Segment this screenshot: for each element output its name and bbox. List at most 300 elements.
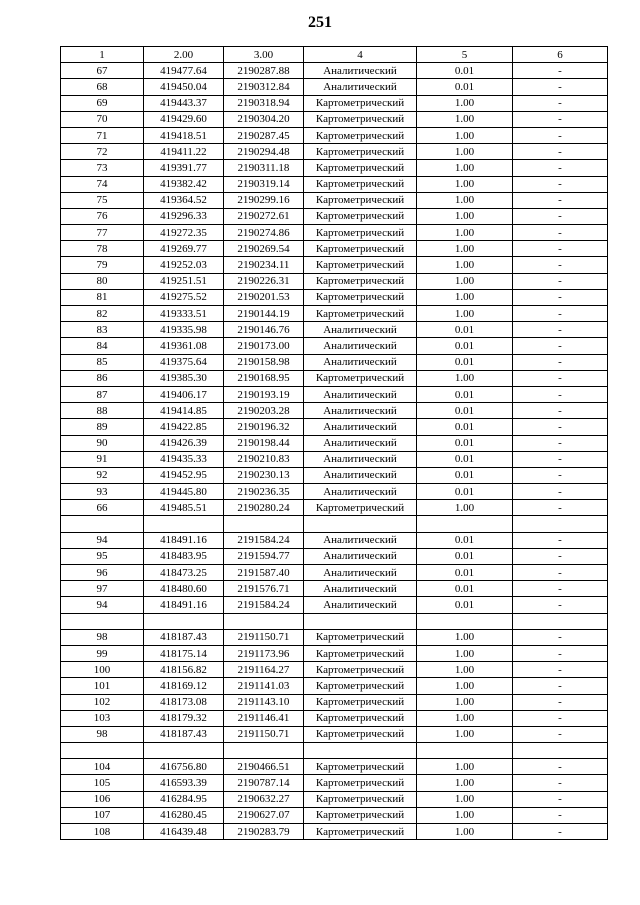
point-number-cell: 91 (61, 451, 144, 467)
note-cell: - (513, 322, 608, 338)
x-coordinate-cell: 419333.51 (144, 306, 224, 322)
point-number-cell: 80 (61, 273, 144, 289)
y-coordinate-cell: 2190283.79 (224, 824, 304, 840)
point-number-cell: 67 (61, 63, 144, 79)
note-cell: - (513, 354, 608, 370)
precision-cell: 0.01 (417, 419, 513, 435)
x-coordinate-cell: 419443.37 (144, 95, 224, 111)
y-coordinate-cell: 2190201.53 (224, 289, 304, 305)
precision-cell: 1.00 (417, 192, 513, 208)
table-row (61, 484, 608, 500)
table-row (61, 581, 608, 597)
precision-cell: 0.01 (417, 467, 513, 483)
point-number-cell: 78 (61, 241, 144, 257)
point-number-cell: 83 (61, 322, 144, 338)
method-cell: Аналитический (304, 565, 417, 581)
table-row (61, 694, 608, 710)
x-coordinate-cell: 419251.51 (144, 273, 224, 289)
y-coordinate-cell: 2190144.19 (224, 306, 304, 322)
table-row (61, 257, 608, 273)
table-row (61, 289, 608, 305)
precision-cell: 1.00 (417, 225, 513, 241)
y-coordinate-cell: 2190304.20 (224, 111, 304, 127)
note-cell: - (513, 565, 608, 581)
y-coordinate-cell: 2190226.31 (224, 273, 304, 289)
x-coordinate-cell: 419445.80 (144, 484, 224, 500)
method-cell: Картометрический (304, 775, 417, 791)
point-number-cell: 94 (61, 597, 144, 613)
point-number-cell: 79 (61, 257, 144, 273)
note-cell (513, 613, 608, 629)
point-number-cell: 92 (61, 467, 144, 483)
x-coordinate-cell: 419477.64 (144, 63, 224, 79)
table-row (61, 370, 608, 386)
y-coordinate-cell: 3.00 (224, 47, 304, 63)
x-coordinate-cell: 418179.32 (144, 710, 224, 726)
method-cell: Картометрический (304, 710, 417, 726)
x-coordinate-cell: 419429.60 (144, 111, 224, 127)
y-coordinate-cell: 2190230.13 (224, 467, 304, 483)
y-coordinate-cell: 2191584.24 (224, 532, 304, 548)
note-cell: - (513, 127, 608, 143)
y-coordinate-cell: 2191594.77 (224, 548, 304, 564)
y-coordinate-cell: 2190146.76 (224, 322, 304, 338)
note-cell: - (513, 484, 608, 500)
x-coordinate-cell: 418491.16 (144, 532, 224, 548)
point-number-cell: 66 (61, 500, 144, 516)
y-coordinate-cell: 2190210.83 (224, 451, 304, 467)
precision-cell: 0.01 (417, 79, 513, 95)
method-cell (304, 743, 417, 759)
method-cell: Аналитический (304, 548, 417, 564)
x-coordinate-cell: 419375.64 (144, 354, 224, 370)
x-coordinate-cell: 419426.39 (144, 435, 224, 451)
note-cell: - (513, 63, 608, 79)
method-cell: Картометрический (304, 257, 417, 273)
point-number-cell: 99 (61, 645, 144, 661)
precision-cell: 0.01 (417, 338, 513, 354)
method-cell: Аналитический (304, 451, 417, 467)
point-number-cell: 106 (61, 791, 144, 807)
precision-cell: 1.00 (417, 160, 513, 176)
y-coordinate-cell (224, 743, 304, 759)
note-cell: - (513, 662, 608, 678)
table-row (61, 192, 608, 208)
y-coordinate-cell: 2190466.51 (224, 759, 304, 775)
point-number-cell: 74 (61, 176, 144, 192)
note-cell: - (513, 241, 608, 257)
precision-cell: 1.00 (417, 710, 513, 726)
point-number-cell: 96 (61, 565, 144, 581)
x-coordinate-cell: 419414.85 (144, 403, 224, 419)
method-cell: Картометрический (304, 306, 417, 322)
precision-cell: 1.00 (417, 127, 513, 143)
precision-cell: 1.00 (417, 95, 513, 111)
table-row (61, 144, 608, 160)
table-row (61, 500, 608, 516)
y-coordinate-cell: 2190274.86 (224, 225, 304, 241)
point-number-cell: 86 (61, 370, 144, 386)
table-row (61, 160, 608, 176)
precision-cell: 1.00 (417, 629, 513, 645)
point-number-cell: 90 (61, 435, 144, 451)
precision-cell: 1.00 (417, 111, 513, 127)
method-cell: Картометрический (304, 370, 417, 386)
point-number-cell: 88 (61, 403, 144, 419)
y-coordinate-cell: 2191584.24 (224, 597, 304, 613)
precision-cell: 1.00 (417, 370, 513, 386)
method-cell: Картометрический (304, 273, 417, 289)
table-row (61, 241, 608, 257)
y-coordinate-cell: 2190287.88 (224, 63, 304, 79)
y-coordinate-cell: 2190196.32 (224, 419, 304, 435)
precision-cell: 0.01 (417, 565, 513, 581)
y-coordinate-cell: 2190319.14 (224, 176, 304, 192)
y-coordinate-cell (224, 613, 304, 629)
y-coordinate-cell: 2190312.84 (224, 79, 304, 95)
table-row (61, 435, 608, 451)
precision-cell: 1.00 (417, 726, 513, 742)
note-cell: - (513, 824, 608, 840)
x-coordinate-cell: 419252.03 (144, 257, 224, 273)
y-coordinate-cell: 2190173.00 (224, 338, 304, 354)
note-cell: - (513, 710, 608, 726)
method-cell: Картометрический (304, 111, 417, 127)
point-number-cell: 89 (61, 419, 144, 435)
method-cell (304, 516, 417, 532)
table-separator-row (61, 516, 608, 532)
method-cell: Аналитический (304, 597, 417, 613)
method-cell: Картометрический (304, 176, 417, 192)
precision-cell: 1.00 (417, 273, 513, 289)
note-cell: - (513, 160, 608, 176)
precision-cell: 0.01 (417, 532, 513, 548)
table-separator-row (61, 613, 608, 629)
table-row (61, 63, 608, 79)
note-cell: - (513, 500, 608, 516)
table-row (61, 807, 608, 823)
precision-cell: 0.01 (417, 451, 513, 467)
precision-cell: 0.01 (417, 386, 513, 402)
note-cell: - (513, 176, 608, 192)
point-number-cell: 75 (61, 192, 144, 208)
point-number-cell: 85 (61, 354, 144, 370)
x-coordinate-cell: 419382.42 (144, 176, 224, 192)
point-number-cell: 68 (61, 79, 144, 95)
precision-cell: 1.00 (417, 775, 513, 791)
table-row (61, 127, 608, 143)
table-row (61, 532, 608, 548)
note-cell: - (513, 95, 608, 111)
method-cell: Картометрический (304, 144, 417, 160)
y-coordinate-cell: 2191143.10 (224, 694, 304, 710)
precision-cell: 1.00 (417, 678, 513, 694)
method-cell: Аналитический (304, 403, 417, 419)
table-row (61, 726, 608, 742)
y-coordinate-cell: 2190193.19 (224, 386, 304, 402)
precision-cell (417, 613, 513, 629)
y-coordinate-cell: 2190234.11 (224, 257, 304, 273)
y-coordinate-cell: 2190203.28 (224, 403, 304, 419)
point-number-cell: 104 (61, 759, 144, 775)
note-cell: - (513, 791, 608, 807)
precision-cell: 1.00 (417, 306, 513, 322)
note-cell: 6 (513, 47, 608, 63)
page-number: 251 (308, 14, 332, 31)
table-row (61, 548, 608, 564)
table-row (61, 386, 608, 402)
y-coordinate-cell: 2190287.45 (224, 127, 304, 143)
note-cell: - (513, 548, 608, 564)
method-cell: Картометрический (304, 678, 417, 694)
precision-cell (417, 743, 513, 759)
note-cell: - (513, 597, 608, 613)
precision-cell: 1.00 (417, 257, 513, 273)
method-cell: Аналитический (304, 484, 417, 500)
x-coordinate-cell: 419385.30 (144, 370, 224, 386)
precision-cell: 0.01 (417, 597, 513, 613)
x-coordinate-cell: 419269.77 (144, 241, 224, 257)
y-coordinate-cell: 2191576.71 (224, 581, 304, 597)
x-coordinate-cell: 419411.22 (144, 144, 224, 160)
point-number-cell: 98 (61, 726, 144, 742)
note-cell: - (513, 257, 608, 273)
x-coordinate-cell: 419335.98 (144, 322, 224, 338)
method-cell: Картометрический (304, 807, 417, 823)
x-coordinate-cell: 419296.33 (144, 208, 224, 224)
table-row (61, 565, 608, 581)
x-coordinate-cell: 419406.17 (144, 386, 224, 402)
method-cell: Аналитический (304, 467, 417, 483)
method-cell: Картометрический (304, 192, 417, 208)
table-row (61, 710, 608, 726)
method-cell: Картометрический (304, 241, 417, 257)
note-cell: - (513, 208, 608, 224)
x-coordinate-cell: 419361.08 (144, 338, 224, 354)
method-cell: Картометрический (304, 500, 417, 516)
note-cell: - (513, 678, 608, 694)
table-row (61, 225, 608, 241)
table-row (61, 451, 608, 467)
y-coordinate-cell: 2191164.27 (224, 662, 304, 678)
note-cell: - (513, 435, 608, 451)
x-coordinate-cell: 419422.85 (144, 419, 224, 435)
y-coordinate-cell: 2190272.61 (224, 208, 304, 224)
point-number-cell: 84 (61, 338, 144, 354)
y-coordinate-cell: 2191173.96 (224, 645, 304, 661)
x-coordinate-cell: 418187.43 (144, 726, 224, 742)
x-coordinate-cell: 418187.43 (144, 629, 224, 645)
x-coordinate-cell: 419485.51 (144, 500, 224, 516)
table-row (61, 419, 608, 435)
x-coordinate-cell: 419435.33 (144, 451, 224, 467)
y-coordinate-cell: 2191150.71 (224, 726, 304, 742)
method-cell: Аналитический (304, 386, 417, 402)
x-coordinate-cell (144, 743, 224, 759)
y-coordinate-cell: 2190269.54 (224, 241, 304, 257)
x-coordinate-cell (144, 613, 224, 629)
method-cell: Аналитический (304, 79, 417, 95)
point-number-cell: 76 (61, 208, 144, 224)
method-cell: Картометрический (304, 629, 417, 645)
table-row (61, 467, 608, 483)
note-cell: - (513, 726, 608, 742)
note-cell (513, 743, 608, 759)
point-number-cell: 93 (61, 484, 144, 500)
table-row (61, 403, 608, 419)
x-coordinate-cell: 419272.35 (144, 225, 224, 241)
point-number-cell: 105 (61, 775, 144, 791)
point-number-cell (61, 613, 144, 629)
table-row (61, 79, 608, 95)
method-cell: Картометрический (304, 95, 417, 111)
precision-cell (417, 516, 513, 532)
method-cell: Картометрический (304, 726, 417, 742)
precision-cell: 1.00 (417, 824, 513, 840)
table-row (61, 759, 608, 775)
note-cell: - (513, 306, 608, 322)
x-coordinate-cell: 418173.08 (144, 694, 224, 710)
precision-cell: 1.00 (417, 645, 513, 661)
y-coordinate-cell: 2191150.71 (224, 629, 304, 645)
point-number-cell: 1 (61, 47, 144, 63)
x-coordinate-cell: 419450.04 (144, 79, 224, 95)
y-coordinate-cell: 2190311.18 (224, 160, 304, 176)
x-coordinate-cell: 418175.14 (144, 645, 224, 661)
table-header-row (61, 47, 608, 63)
note-cell: - (513, 79, 608, 95)
point-number-cell: 97 (61, 581, 144, 597)
point-number-cell: 108 (61, 824, 144, 840)
table-row (61, 208, 608, 224)
table-row (61, 775, 608, 791)
method-cell: Картометрический (304, 645, 417, 661)
table-row (61, 662, 608, 678)
x-coordinate-cell: 418473.25 (144, 565, 224, 581)
point-number-cell: 107 (61, 807, 144, 823)
x-coordinate-cell: 416593.39 (144, 775, 224, 791)
point-number-cell (61, 743, 144, 759)
point-number-cell: 100 (61, 662, 144, 678)
precision-cell: 5 (417, 47, 513, 63)
method-cell: Картометрический (304, 160, 417, 176)
x-coordinate-cell: 419364.52 (144, 192, 224, 208)
method-cell: Аналитический (304, 581, 417, 597)
point-number-cell: 72 (61, 144, 144, 160)
precision-cell: 0.01 (417, 354, 513, 370)
precision-cell: 1.00 (417, 176, 513, 192)
method-cell: 4 (304, 47, 417, 63)
y-coordinate-cell: 2191587.40 (224, 565, 304, 581)
point-number-cell: 101 (61, 678, 144, 694)
note-cell: - (513, 370, 608, 386)
point-number-cell: 98 (61, 629, 144, 645)
method-cell: Аналитический (304, 354, 417, 370)
precision-cell: 1.00 (417, 289, 513, 305)
table-separator-row (61, 743, 608, 759)
point-number-cell: 73 (61, 160, 144, 176)
precision-cell: 1.00 (417, 791, 513, 807)
x-coordinate-cell: 419391.77 (144, 160, 224, 176)
precision-cell: 1.00 (417, 694, 513, 710)
precision-cell: 1.00 (417, 208, 513, 224)
x-coordinate-cell: 419275.52 (144, 289, 224, 305)
y-coordinate-cell: 2190787.14 (224, 775, 304, 791)
coordinates-table (60, 46, 608, 840)
x-coordinate-cell: 416439.48 (144, 824, 224, 840)
x-coordinate-cell: 418480.60 (144, 581, 224, 597)
note-cell: - (513, 225, 608, 241)
note-cell: - (513, 467, 608, 483)
x-coordinate-cell (144, 516, 224, 532)
point-number-cell (61, 516, 144, 532)
table-row (61, 176, 608, 192)
y-coordinate-cell: 2191141.03 (224, 678, 304, 694)
precision-cell: 1.00 (417, 144, 513, 160)
note-cell (513, 516, 608, 532)
note-cell: - (513, 111, 608, 127)
method-cell: Картометрический (304, 791, 417, 807)
y-coordinate-cell: 2190627.07 (224, 807, 304, 823)
y-coordinate-cell: 2190198.44 (224, 435, 304, 451)
note-cell: - (513, 386, 608, 402)
note-cell: - (513, 775, 608, 791)
table-row (61, 306, 608, 322)
y-coordinate-cell: 2190280.24 (224, 500, 304, 516)
method-cell: Картометрический (304, 662, 417, 678)
note-cell: - (513, 807, 608, 823)
method-cell (304, 613, 417, 629)
precision-cell: 0.01 (417, 403, 513, 419)
table-row (61, 273, 608, 289)
table-row (61, 338, 608, 354)
point-number-cell: 87 (61, 386, 144, 402)
method-cell: Аналитический (304, 63, 417, 79)
method-cell: Аналитический (304, 338, 417, 354)
method-cell: Картометрический (304, 127, 417, 143)
point-number-cell: 103 (61, 710, 144, 726)
table-row (61, 645, 608, 661)
point-number-cell: 95 (61, 548, 144, 564)
precision-cell: 1.00 (417, 662, 513, 678)
table-row (61, 678, 608, 694)
y-coordinate-cell: 2190318.94 (224, 95, 304, 111)
table-row (61, 111, 608, 127)
precision-cell: 1.00 (417, 759, 513, 775)
note-cell: - (513, 338, 608, 354)
note-cell: - (513, 581, 608, 597)
x-coordinate-cell: 418169.12 (144, 678, 224, 694)
y-coordinate-cell: 2190158.98 (224, 354, 304, 370)
point-number-cell: 77 (61, 225, 144, 241)
table-row (61, 322, 608, 338)
point-number-cell: 82 (61, 306, 144, 322)
x-coordinate-cell: 2.00 (144, 47, 224, 63)
method-cell: Аналитический (304, 532, 417, 548)
point-number-cell: 81 (61, 289, 144, 305)
y-coordinate-cell: 2190299.16 (224, 192, 304, 208)
point-number-cell: 102 (61, 694, 144, 710)
note-cell: - (513, 403, 608, 419)
method-cell: Картометрический (304, 694, 417, 710)
method-cell: Картометрический (304, 759, 417, 775)
note-cell: - (513, 144, 608, 160)
method-cell: Картометрический (304, 289, 417, 305)
table-row (61, 354, 608, 370)
precision-cell: 0.01 (417, 581, 513, 597)
note-cell: - (513, 419, 608, 435)
table-row (61, 629, 608, 645)
